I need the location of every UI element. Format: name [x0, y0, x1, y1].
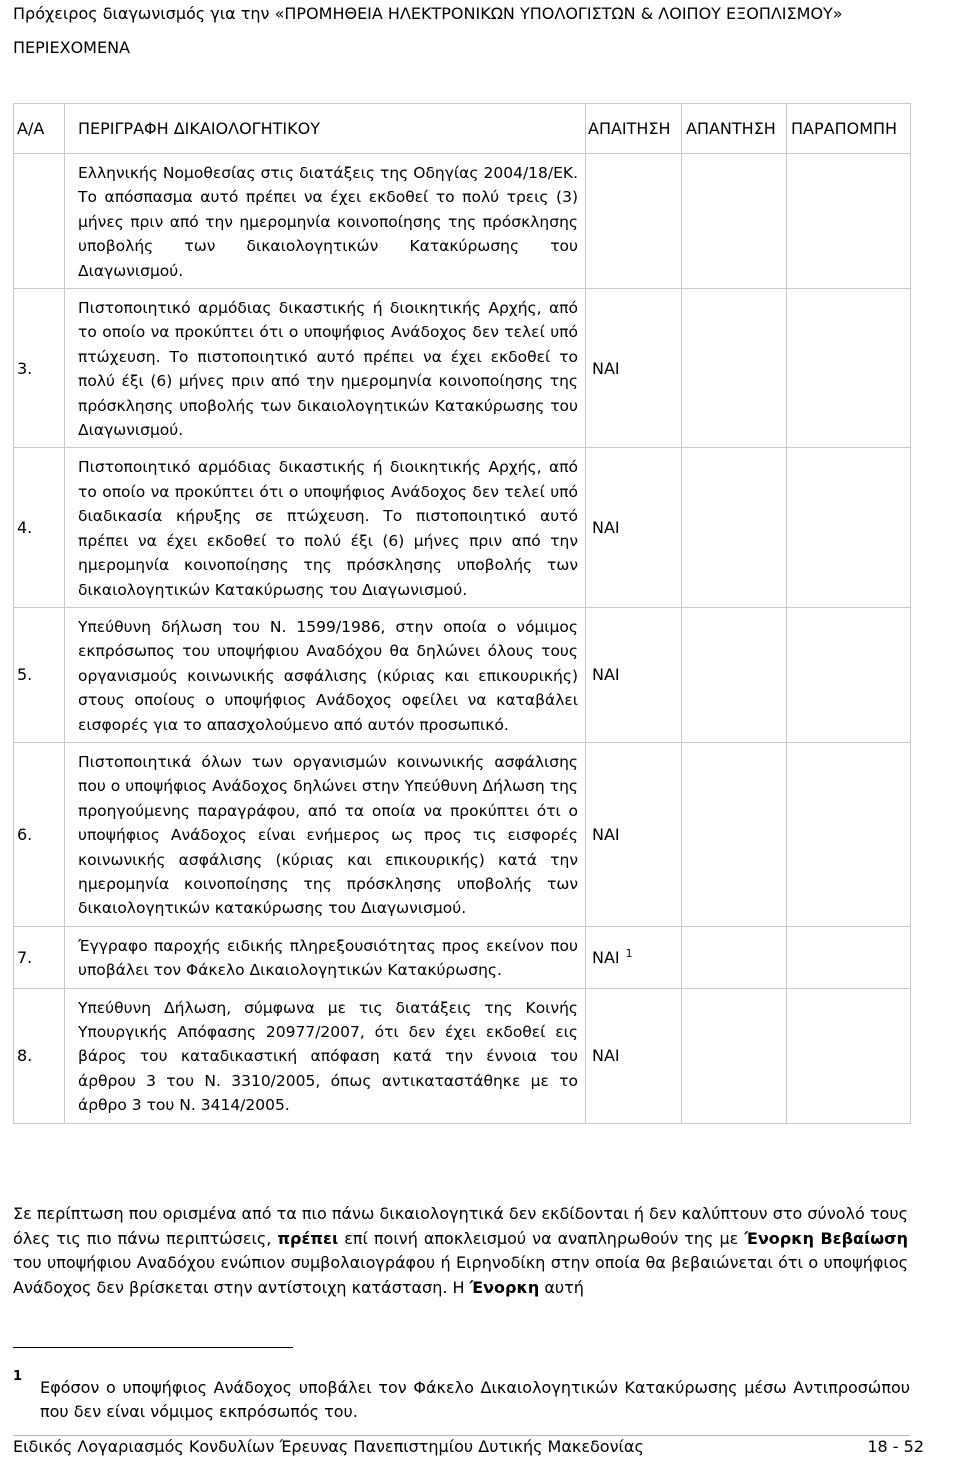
col-header-description: ΠΕΡΙΓΡΑΦΗ ΔΙΚΑΙΟΛΟΓΗΤΙΚΟΥ — [65, 104, 586, 154]
col-header-no: Α/Α — [14, 104, 65, 154]
row-description-cell — [65, 448, 586, 607]
col-header-answer: ΑΠΑΝΤΗΣΗ — [682, 104, 787, 154]
table-header-row — [14, 104, 911, 154]
col-header-reference: ΠΑΡΑΠΟΜΠΗ — [787, 104, 911, 154]
row-answer — [682, 926, 787, 988]
paragraph-emphasis: Ένορκη Βεβαίωση — [744, 1228, 909, 1248]
row-reference — [787, 607, 911, 742]
row-description-cell — [65, 926, 586, 988]
table-row — [14, 742, 911, 926]
row-requirement: ΝΑΙ — [586, 289, 682, 448]
row-answer — [682, 154, 787, 289]
row-number: 4. — [14, 448, 65, 607]
row-description: Έγγραφο παροχής ειδικής πληρεξουσιότητας προς εκείνον που υποβάλει τον Φάκελο Δικαιολογητικών Κατακύρωσης. — [78, 936, 578, 980]
table-row — [14, 154, 911, 289]
row-description: Πιστοποιητικό αρμόδιας δικαστικής ή διοικητικής Αρχής, από το οποίο να προκύπτει ότι ο υποψήφιος Ανάδοχος δεν τελεί υπό πτώχευση. Το πιστοποιητικό αυτό πρέπει να έχει εκδοθεί το πολύ έξι (6) μήνες πριν από την ημερομηνία κοινοποίησης της πρόσκλησης υποβολής των δικαιολογητικών Κατακύρωσης του Διαγωνισμού. — [78, 299, 578, 440]
row-requirement: ΝΑΙ — [586, 742, 682, 926]
paragraph-emphasis: Ένορκη — [469, 1277, 540, 1297]
footnote-mark: 1 — [13, 1369, 23, 1384]
row-answer — [682, 742, 787, 926]
page-number: 18 - 52 — [867, 1437, 924, 1456]
row-reference — [787, 154, 911, 289]
row-requirement — [586, 154, 682, 289]
row-requirement: ΝΑΙ — [586, 988, 682, 1123]
row-reference — [787, 988, 911, 1123]
paragraph-emphasis: πρέπει — [277, 1228, 339, 1248]
row-number: 3. — [14, 289, 65, 448]
row-answer — [682, 289, 787, 448]
row-requirement: ΝΑΙ — [586, 607, 682, 742]
row-number: 8. — [14, 988, 65, 1123]
row-description: Πιστοποιητικό αρμόδιας δικαστικής ή διοικητικής Αρχής, από το οποίο να προκύπτει ότι ο υποψήφιος Ανάδοχος δεν τελεί υπό διαδικασία κήρυξης σε πτώχευση. Το πιστοποιητικό αυτό πρέπει να έχει εκδοθεί το πολύ έξι (6) μήνες πριν από την ημερομηνία κοινοποίησης της πρόσκλησης υποβολής των δικαιολογητικών Κατακύρωσης του Διαγωνισμού. — [78, 458, 578, 599]
row-number — [14, 154, 65, 289]
row-description: Υπεύθυνη δήλωση του Ν. 1599/1986, στην οποία ο νόμιμος εκπρόσωπος του υποψήφιου Αναδόχου θα δηλώνει όλους τους οργανισμούς κοινωνικής ασφάλισης (κύριας και επικουρικής) στους οποίους ο υποψήφιος Ανάδοχος οφείλει να καταβάλει εισφορές για το απασχολούμενο από αυτόν προσωπικό. — [78, 617, 578, 734]
paragraph-text: αυτή — [539, 1277, 584, 1297]
footnote-divider — [13, 1347, 293, 1348]
row-answer — [682, 988, 787, 1123]
row-reference — [787, 448, 911, 607]
row-reference — [787, 926, 911, 988]
footer-divider — [13, 1435, 910, 1436]
paragraph-text: του υποψήφιου Αναδόχου ενώπιον συμβολαιογράφου ή Ειρηνοδίκη στην οποία θα βεβαιώνεται ότι ο υποψήφιος Ανάδοχος δεν βρίσκεται στην αντίστοιχη κατάσταση. Η — [13, 1253, 908, 1297]
row-description: Ελληνικής Νομοθεσίας στις διατάξεις της Οδηγίας 2004/18/ΕΚ. Το απόσπασμα αυτό πρέπει να έχει εκδοθεί το πολύ τρεις (3) μήνες πριν από την ημερομηνία κοινοποίησης της πρόσκλησης υποβολής των δικαιολογητικών Κατακύρωσης του Διαγωνισμού. — [78, 164, 578, 280]
row-answer — [682, 607, 787, 742]
table-row — [14, 607, 911, 742]
footnote-text: Εφόσον ο υποψήφιος Ανάδοχος υποβάλει τον Φάκελο Δικαιολογητικών Κατακύρωσης μέσω Αντιπροσώπου που δεν είναι νόμιμος εκπρόσωπός του. — [40, 1378, 910, 1421]
document-header-title: Πρόχειρος διαγωνισμός για την «ΠΡΟΜΗΘΕΙΑ ΗΛΕΚΤΡΟΝΙΚΩΝ ΥΠΟΛΟΓΙΣΤΩΝ & ΛΟΙΠΟΥ ΕΞΟΠΛΙΣΜΟΥ» — [13, 4, 843, 23]
paragraph-text: Σε περίπτωση που ορισμένα από τα πιο πάνω δικαιολογητικά δεν εκδίδονται ή δεν καλύπτουν στο σύνολό τους όλες τις πιο πάνω περιπτώσεις, — [13, 1204, 908, 1248]
row-number: 6. — [14, 742, 65, 926]
table-row — [14, 926, 911, 988]
row-description-cell — [65, 607, 586, 742]
row-reference — [787, 742, 911, 926]
table-row — [14, 289, 911, 448]
row-answer — [682, 448, 787, 607]
footnote-reference: 1 — [625, 947, 633, 961]
section-title: ΠΕΡΙΕΧΟΜΕΝΑ — [13, 38, 130, 57]
row-requirement: ΝΑΙ — [586, 448, 682, 607]
table-row — [14, 448, 911, 607]
row-number: 5. — [14, 607, 65, 742]
row-description-cell — [65, 289, 586, 448]
row-description-cell — [65, 988, 586, 1123]
requirements-table — [13, 103, 911, 1124]
row-number: 7. — [14, 926, 65, 988]
row-description: Πιστοποιητικά όλων των οργανισμών κοινωνικής ασφάλισης που ο υποψήφιος Ανάδοχος δηλώνει στην Υπεύθυνη Δήλωση της προηγούμενης παραγράφου, από τα οποία να προκύπτει ότι ο υποψήφιος Ανάδοχος είναι ενήμερος ως προς τις εισφορές κοινωνικής ασφάλισης (κύριας και επικουρικής) κατά την ημερομηνία κοινοποίησης της πρόσκλησης υποβολής των δικαιολογητικών κατακύρωσης του Διαγωνισμού. — [78, 752, 578, 918]
col-header-requirement: ΑΠΑΙΤΗΣΗ — [586, 104, 682, 154]
row-requirement-cell — [586, 926, 682, 988]
row-reference — [787, 289, 911, 448]
row-requirement: ΝΑΙ — [592, 948, 620, 968]
table-row — [14, 988, 911, 1123]
row-description-cell — [65, 742, 586, 926]
footer-organization: Ειδικός Λογαριασμός Κονδυλίων Έρευνας Πανεπιστημίου Δυτικής Μακεδονίας — [13, 1437, 644, 1456]
row-description-cell — [65, 154, 586, 289]
body-paragraph — [13, 1202, 908, 1300]
row-description: Υπεύθυνη Δήλωση, σύμφωνα με τις διατάξεις της Κοινής Υπουργικής Απόφασης 20977/2007, ότι δεν έχει εκδοθεί εις βάρος του καταδικαστική απόφαση κατά την έννοια του άρθρου 3 του Ν. 3310/2005, όπως αντικαταστάθηκε με το άρθρο 3 του Ν. 3414/2005. — [78, 998, 578, 1115]
paragraph-text: επί ποινή αποκλεισμού να αναπληρωθούν της με — [338, 1228, 745, 1248]
